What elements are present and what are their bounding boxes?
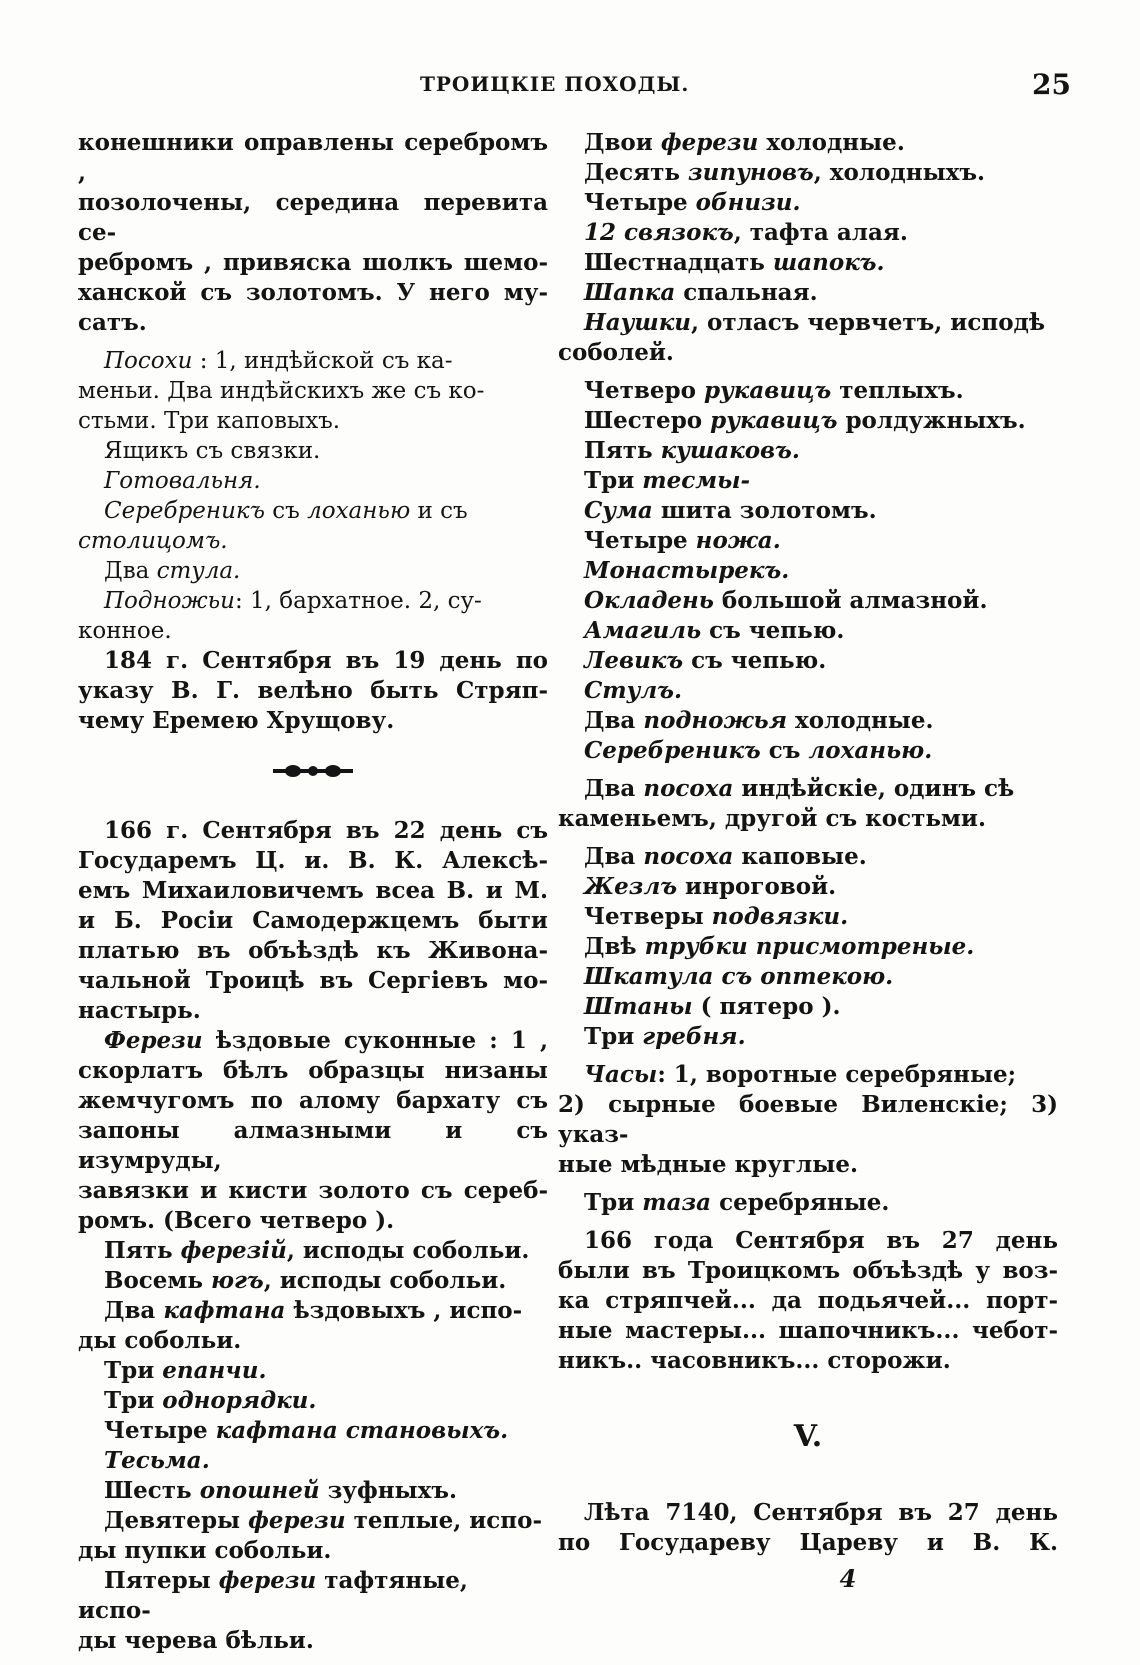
paragraph-166 — [78, 816, 548, 1026]
text-fragment: холодные. — [787, 707, 934, 734]
text-fragment: тафтяные, испо- — [78, 1567, 468, 1624]
text-line: емъ Михаиловичемъ всеа В. и М. — [78, 877, 548, 904]
text-fragment: серебряные. — [711, 1189, 890, 1216]
text-line: Шкатула съ оптекою. — [584, 963, 894, 990]
term: епанчи. — [162, 1357, 267, 1384]
text-fragment: Двѣ — [584, 933, 645, 960]
text-line: каменьемъ, другой съ костьми. — [558, 805, 986, 832]
text-line: запоны алмазными и съ изумруды, — [78, 1117, 548, 1174]
text-line: ханской съ золотомъ. У него му- — [78, 279, 548, 306]
term: тесмы- — [642, 467, 751, 494]
term: кафтана — [163, 1297, 286, 1324]
term: гребня. — [642, 1023, 746, 1050]
text-fragment: Три — [104, 1387, 163, 1414]
term: ферези — [660, 129, 759, 156]
text-line: 2) сырные боевые Виленскіе; 3) указ- — [558, 1091, 1058, 1148]
text-fragment: зуфныхъ. — [319, 1477, 457, 1504]
text-line: 166 года Сентября въ 27 день — [584, 1227, 1058, 1254]
text-line: конное. — [78, 618, 172, 644]
text-line: скорлатъ бѣлъ образцы низаны — [78, 1057, 548, 1084]
page-header — [0, 68, 1140, 108]
term: Левикъ — [584, 647, 684, 674]
term: 12 — [584, 219, 625, 246]
text-fragment: Четверы — [584, 903, 712, 930]
text-line: завязки и кисти золото съ сереб- — [78, 1177, 548, 1204]
text-line: конешники оправлены серебромъ , — [78, 129, 548, 186]
text-fragment: большой алмазной. — [713, 587, 988, 614]
left-column — [78, 128, 548, 1656]
ornament-icon — [273, 764, 353, 778]
text-line: указу В. Г. велѣно быть Стряп- — [78, 677, 548, 704]
text-fragment: холодные. — [758, 129, 905, 156]
term: рукавицъ — [710, 407, 838, 434]
term: Штаны — [584, 993, 693, 1020]
ornament-divider — [78, 756, 548, 776]
term: Часы — [584, 1061, 658, 1088]
text-line: соболей. — [558, 339, 674, 366]
text-fragment: Три — [584, 1189, 643, 1216]
text-line: ромъ. (Всего четверо ). — [78, 1207, 395, 1234]
text-fragment: и съ — [410, 498, 468, 524]
text-fragment: шита золотомъ. — [652, 497, 877, 524]
term: ферезій — [180, 1237, 287, 1264]
text-fragment: Пятеры — [104, 1567, 219, 1594]
term: Подножьи — [104, 588, 235, 614]
text-line: меньи. Два индѣйскихъ же съ ко- — [78, 378, 485, 404]
term: Серебреникъ — [104, 498, 265, 524]
term: подвязки. — [711, 903, 849, 930]
term: югъ — [211, 1267, 264, 1294]
paragraph-166-year — [558, 1226, 1058, 1376]
right-column — [558, 128, 1058, 1594]
paragraph-184 — [78, 646, 548, 736]
text-line: ды собольи. — [78, 1327, 242, 1354]
text-fragment: Четыре — [104, 1417, 216, 1444]
running-title: ТРОИЦКІЕ ПОХОДЫ. — [420, 72, 690, 96]
text-fragment: , тафта алая. — [733, 219, 908, 246]
text-fragment: Девятеры — [104, 1507, 249, 1534]
text-fragment: Два — [584, 707, 644, 734]
term: лоханью. — [808, 737, 933, 764]
text-fragment: Четыре — [584, 527, 696, 554]
text-fragment: Пять — [584, 437, 661, 464]
text-line: Тесьма. — [104, 1447, 210, 1474]
term: Серебреникъ — [584, 737, 761, 764]
text-fragment: ролдужныхъ. — [837, 407, 1026, 434]
text-fragment: спальная. — [675, 279, 818, 306]
page-number: 25 — [1032, 68, 1071, 101]
text-line: по Государеву Цареву и В. К. — [558, 1529, 1058, 1556]
text-fragment: Шестеро — [584, 407, 711, 434]
term: посоха — [643, 843, 734, 870]
text-fragment: Двои — [584, 129, 661, 156]
text-line: ребромъ , привяска шолкъ шемо- — [78, 249, 548, 276]
term: подножья — [643, 707, 788, 734]
text-fragment: Два — [584, 843, 644, 870]
text-line: 166 г. Сентября въ 22 день съ — [104, 817, 548, 844]
text-line: Ящикъ съ связки. — [104, 438, 321, 464]
text-fragment: ѣздовые суконные : 1 , — [202, 1027, 548, 1054]
text-fragment: теплыхъ. — [831, 377, 964, 404]
text-fragment: каповые. — [733, 843, 867, 870]
text-line: ды пупки собольи. — [78, 1537, 332, 1564]
text-line: и Б. Росіи Самодержцемъ быти — [78, 907, 548, 934]
text-fragment: съ — [760, 737, 809, 764]
text-line: были въ Троицкомъ объѣздѣ у воз- — [558, 1257, 1058, 1284]
text-fragment: Шесть — [104, 1477, 200, 1504]
text-line: столицомъ. — [78, 528, 228, 554]
term: кафтана становыхъ. — [215, 1417, 509, 1444]
text-fragment: Два — [104, 558, 157, 584]
term: кушаковъ. — [660, 437, 800, 464]
text-fragment: , исподы собольи. — [263, 1267, 507, 1294]
text-fragment: Пять — [104, 1237, 181, 1264]
term: обнизи. — [695, 189, 801, 216]
text-line: Монастырекъ. — [584, 557, 790, 584]
term: Наушки — [584, 309, 692, 336]
text-fragment: теплые, испо- — [345, 1507, 543, 1534]
signature-mark: 4 — [839, 1564, 857, 1593]
text-fragment: ѣздовыхъ , испо- — [285, 1297, 523, 1324]
paragraph-leta — [558, 1498, 1058, 1558]
text-fragment: , исподы собольи. — [286, 1237, 530, 1264]
text-line: Готовальня. — [104, 468, 261, 494]
text-line: 184 г. Сентября въ 19 день по — [104, 647, 548, 674]
text-fragment: ( пятеро ). — [692, 993, 841, 1020]
term: Посохи — [104, 348, 193, 374]
text-fragment: Шестнадцать — [584, 249, 773, 276]
text-fragment: , холодныхъ. — [813, 159, 985, 186]
paragraph-continuation — [78, 128, 548, 338]
text-line: платью въ объѣздѣ къ Живона- — [78, 937, 548, 964]
text-fragment: съ чепью. — [683, 647, 827, 674]
term: Шапка — [584, 279, 676, 306]
term: лоханью — [307, 498, 411, 524]
text-fragment: Четыре — [584, 189, 696, 216]
text-line: ные мѣдные круглые. — [558, 1151, 858, 1178]
term: ферези — [248, 1507, 346, 1534]
term: посоха — [643, 775, 734, 802]
text-line: настырь. — [78, 997, 201, 1024]
list-ferezi — [78, 1026, 548, 1656]
text-line: позолочены, середина перевита се- — [78, 189, 548, 246]
term: однорядки. — [162, 1387, 317, 1414]
term: шапокъ. — [772, 249, 885, 276]
term: опошней — [199, 1477, 320, 1504]
text-line: ка стряпчей... да подьячей... порт- — [558, 1287, 1058, 1314]
text-fragment: Три — [584, 1023, 643, 1050]
term: стула. — [156, 558, 241, 584]
term: Окладень — [584, 587, 714, 614]
term: трубки присмотреные. — [644, 933, 975, 960]
text-fragment: Восемь — [104, 1267, 212, 1294]
term: ножа. — [695, 527, 781, 554]
text-line: : 1, индѣйской съ ка- — [192, 348, 453, 374]
text-line: сатъ. — [78, 309, 147, 336]
term: Жезлъ — [584, 873, 678, 900]
term: Ферези — [104, 1027, 203, 1054]
text-line: ные мастеры... шапочникъ... чебот- — [558, 1317, 1058, 1344]
term: Амагиль — [584, 617, 702, 644]
text-fragment: : 1, бархатное. 2, су- — [234, 588, 482, 614]
text-fragment: Два — [584, 775, 644, 802]
text-line: жемчугомъ по алому бархату съ — [78, 1087, 548, 1114]
text-line: Стулъ. — [584, 677, 682, 704]
text-fragment: съ — [264, 498, 308, 524]
text-fragment: Три — [584, 467, 643, 494]
text-line: стьми. Три каповыхъ. — [78, 408, 341, 434]
text-fragment: инроговой. — [677, 873, 837, 900]
text-fragment: индѣйскіе, одинъ сѣ — [733, 775, 1015, 802]
term: Сума — [584, 497, 653, 524]
text-line: никъ.. часовникъ... сторожи. — [558, 1347, 951, 1374]
term: связокъ — [624, 219, 734, 246]
text-fragment: Четверо — [584, 377, 704, 404]
text-fragment: : 1, воротные серебряные; — [657, 1061, 1017, 1088]
text-line: Государемъ Ц. и. В. К. Алексѣ- — [78, 847, 548, 874]
text-line: чальной Троицѣ въ Сергіевъ мо- — [78, 967, 548, 994]
text-fragment: Три — [104, 1357, 163, 1384]
term: рукавицъ — [703, 377, 832, 404]
text-line: ды черева бѣльи. — [78, 1627, 314, 1654]
text-line: Лѣта 7140, Сентября въ 27 день — [584, 1499, 1058, 1526]
text-fragment: съ чепью. — [701, 617, 845, 644]
term: зипуновъ — [687, 159, 814, 186]
term: ферези — [218, 1567, 317, 1594]
section-numeral: V. — [793, 1419, 823, 1454]
text-fragment: Два — [104, 1297, 164, 1324]
term: таза — [642, 1189, 712, 1216]
text-fragment: , отласъ червчетъ, исподѣ — [691, 309, 1046, 336]
text-fragment: Десять — [584, 159, 688, 186]
list-posokhi — [78, 346, 548, 646]
text-line: чему Еремею Хрущову. — [78, 707, 395, 734]
